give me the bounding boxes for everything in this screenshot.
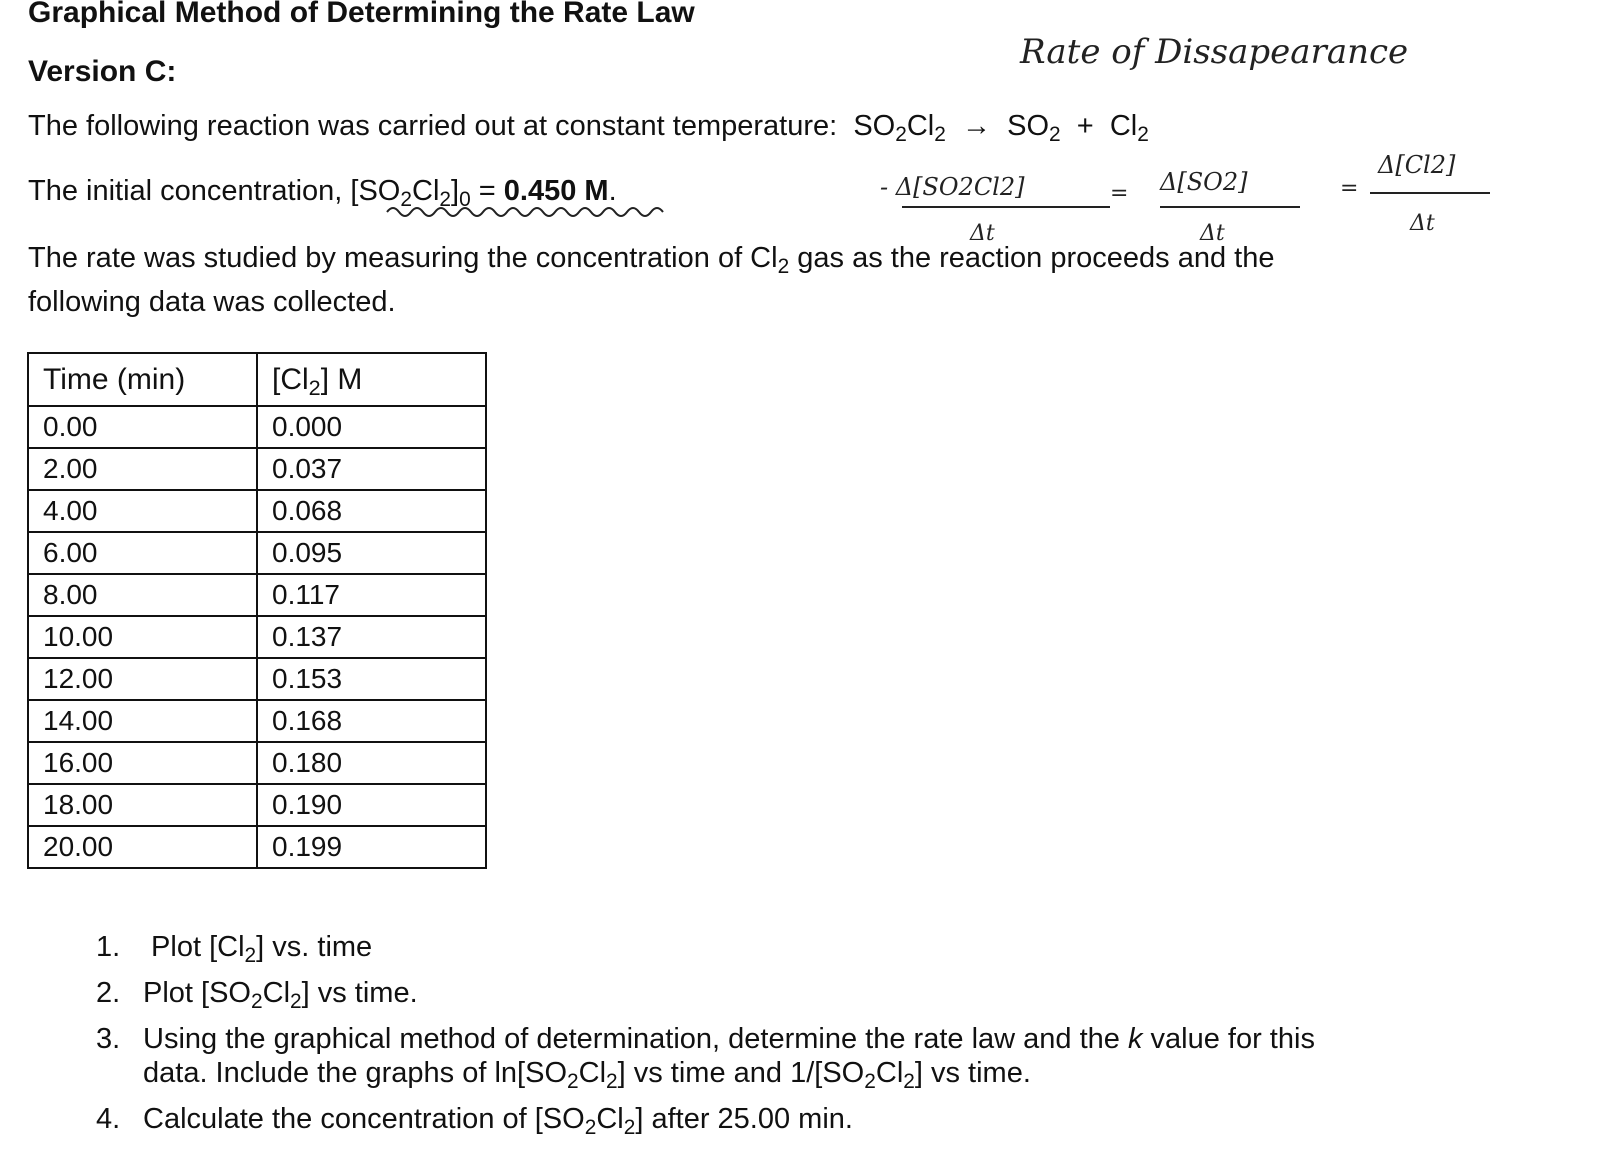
reaction-arrow: → bbox=[962, 110, 991, 142]
cell-time: 8.00 bbox=[28, 574, 257, 616]
question-text: Plot $[Cl_2]$ vs. time bbox=[143, 931, 373, 967]
question-number: 4. bbox=[96, 1103, 121, 1135]
cell-cl2: 0.095 bbox=[257, 532, 486, 574]
table-row bbox=[28, 784, 486, 826]
handwritten-term1-numerator: - Δ[SO2Cl2] bbox=[880, 173, 1025, 201]
header-time: Time (min) bbox=[28, 353, 257, 406]
rate-sentence-1: The rate was studied by measuring the concentration of $Cl_2$ gas as the reaction proceeds and the bbox=[28, 242, 1275, 278]
cell-time: 6.00 bbox=[28, 532, 257, 574]
cell-time: 14.00 bbox=[28, 700, 257, 742]
question-number: 1. bbox=[96, 931, 121, 963]
initial-equals: = bbox=[470, 175, 504, 207]
handwritten-term2-denominator: Δt bbox=[1200, 221, 1225, 246]
page-title: Graphical Method of Determining the Rate Law bbox=[28, 0, 695, 29]
table-row bbox=[28, 700, 486, 742]
question-item bbox=[88, 930, 1558, 967]
cell-cl2: 0.180 bbox=[257, 742, 486, 784]
cell-time: 18.00 bbox=[28, 784, 257, 826]
handwritten-heading: Rate of Dissapearance bbox=[1020, 32, 1409, 72]
cell-time: 12.00 bbox=[28, 658, 257, 700]
cell-cl2: 0.190 bbox=[257, 784, 486, 826]
table-row bbox=[28, 448, 486, 490]
initial-prefix: The initial concentration, bbox=[28, 175, 351, 207]
cell-cl2: 0.153 bbox=[257, 658, 486, 700]
initial-suffix: . bbox=[608, 175, 617, 207]
version-label: Version C: bbox=[28, 55, 177, 88]
question-item bbox=[88, 976, 1558, 1013]
initial-species: $[SO_2Cl_2]_0$ bbox=[350, 175, 471, 211]
question-number: 3. bbox=[96, 1023, 121, 1055]
table-header-row bbox=[28, 353, 486, 406]
handwritten-equals-2: = bbox=[1340, 176, 1359, 201]
cell-cl2: 0.117 bbox=[257, 574, 486, 616]
handwritten-annotation bbox=[880, 25, 1560, 265]
cell-cl2: 0.199 bbox=[257, 826, 486, 868]
question-text: Calculate the concentration of $[SO_2Cl_2]$ after 25.00 min. bbox=[143, 1103, 853, 1139]
question-item bbox=[88, 1102, 1558, 1139]
table-row bbox=[28, 406, 486, 448]
handwritten-term3-denominator: Δt bbox=[1410, 211, 1435, 236]
initial-value: 0.450 M bbox=[503, 175, 609, 207]
cell-time: 20.00 bbox=[28, 826, 257, 868]
cell-cl2: 0.037 bbox=[257, 448, 486, 490]
table-row bbox=[28, 574, 486, 616]
cell-cl2: 0.068 bbox=[257, 490, 486, 532]
cell-cl2: 0.168 bbox=[257, 700, 486, 742]
cell-time: 2.00 bbox=[28, 448, 257, 490]
cell-time: 4.00 bbox=[28, 490, 257, 532]
question-number: 2. bbox=[96, 977, 121, 1009]
table-row bbox=[28, 616, 486, 658]
reaction-products: $SO_2 + Cl_2$ bbox=[1007, 110, 1149, 146]
question-list bbox=[88, 930, 1558, 1148]
cell-time: 10.00 bbox=[28, 616, 257, 658]
table-row bbox=[28, 826, 486, 868]
rate-sentence-2: following data was collected. bbox=[28, 286, 396, 318]
cell-time: 0.00 bbox=[28, 406, 257, 448]
wavy-underline bbox=[385, 202, 675, 222]
handwritten-term1-denominator: Δt bbox=[970, 221, 995, 246]
question-text: Using the graphical method of determination, determine the rate law and the k value for this data. Include the graphs of $\ln[SO_2Cl_2]$ vs time and $1/[SO_2Cl_2]$ vs time. bbox=[143, 1023, 1315, 1093]
reaction-prefix: The following reaction was carried out at constant temperature: bbox=[28, 110, 838, 142]
cell-cl2: 0.137 bbox=[257, 616, 486, 658]
question-item bbox=[88, 1022, 1558, 1093]
header-cl2: $[Cl_2]$ M bbox=[257, 353, 486, 406]
table-row bbox=[28, 532, 486, 574]
cell-time: 16.00 bbox=[28, 742, 257, 784]
data-table bbox=[27, 352, 487, 869]
handwritten-equals-1: = bbox=[1110, 181, 1129, 206]
reaction-reactant: $SO_2Cl_2$ bbox=[853, 110, 946, 146]
table-row bbox=[28, 658, 486, 700]
table-row bbox=[28, 742, 486, 784]
table-row bbox=[28, 490, 486, 532]
handwritten-term2-numerator: Δ[SO2] bbox=[1160, 168, 1248, 196]
cell-cl2: 0.000 bbox=[257, 406, 486, 448]
question-text: Plot $[SO_2Cl_2]$ vs time. bbox=[143, 977, 418, 1013]
handwritten-term3-numerator: Δ[Cl2] bbox=[1378, 151, 1456, 179]
